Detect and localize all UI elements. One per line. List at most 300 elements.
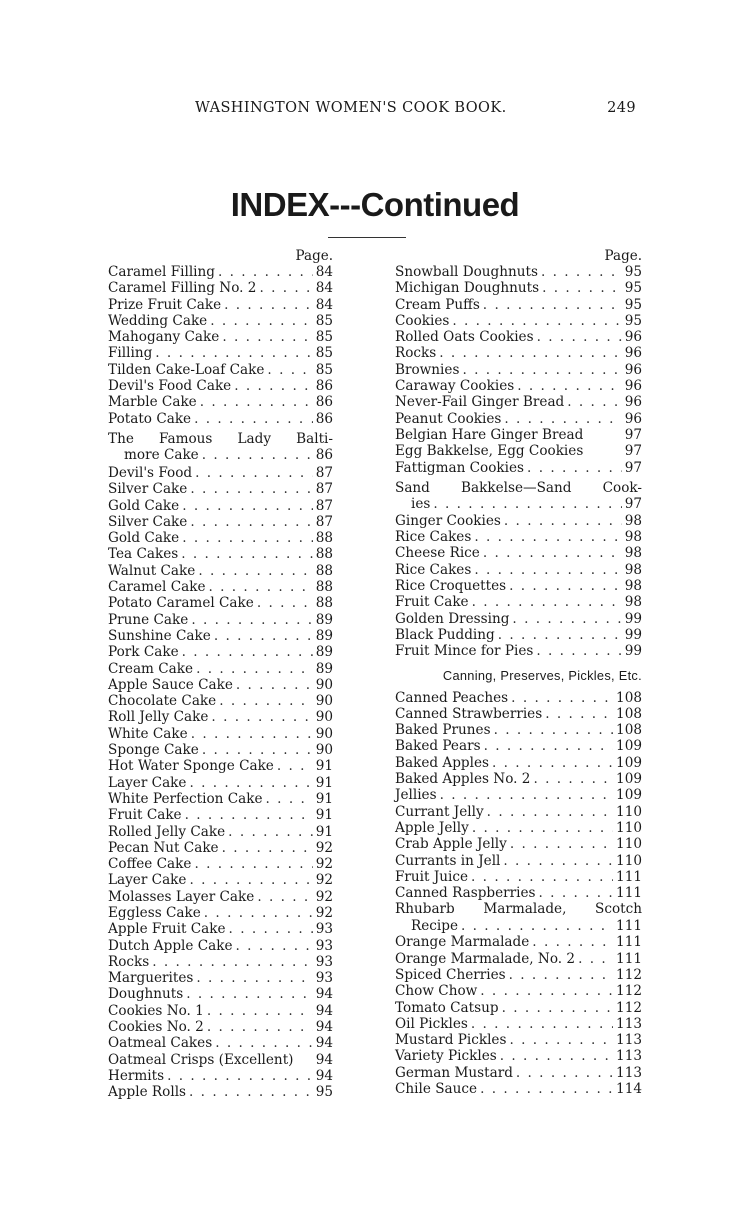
entry-label: Dutch Apple Cake	[108, 937, 233, 954]
index-entry	[108, 563, 333, 579]
index-entry	[108, 530, 333, 546]
dot-leader	[440, 787, 613, 803]
index-entry	[381, 967, 642, 983]
entry-label: Layer Cake	[108, 774, 187, 791]
index-entry	[381, 529, 642, 545]
index-entry	[381, 853, 642, 869]
entry-page: 92	[315, 856, 333, 873]
index-entry	[108, 612, 333, 628]
entry-page: 88	[315, 579, 333, 596]
entry-page: 109	[616, 787, 642, 804]
dot-leader	[190, 481, 312, 497]
entry-page: 92	[315, 904, 333, 921]
index-entry	[381, 885, 642, 901]
dot-leader	[532, 934, 613, 950]
dot-leader	[234, 378, 312, 394]
index-entry	[381, 578, 642, 594]
index-entry	[381, 820, 642, 836]
dot-leader	[517, 378, 621, 394]
index-entry	[381, 787, 642, 803]
entry-page: 111	[616, 885, 642, 902]
index-entry	[381, 460, 642, 476]
index-entry	[108, 840, 333, 856]
entry-page: 95	[624, 280, 642, 297]
entry-page: 92	[315, 872, 333, 889]
entry-page: 96	[624, 329, 642, 346]
index-entry	[108, 677, 333, 693]
entry-page: 95	[624, 312, 642, 329]
entry-page: 94	[315, 1067, 333, 1084]
entry-page: 112	[616, 966, 642, 983]
dot-leader	[182, 530, 312, 546]
entry-page: 90	[315, 709, 333, 726]
entry-page: 86	[315, 394, 333, 411]
dot-leader	[215, 1035, 313, 1051]
dot-leader	[182, 498, 312, 514]
dot-leader	[480, 983, 613, 999]
dot-leader	[257, 595, 313, 611]
index-entry	[108, 394, 333, 410]
index-entry	[381, 313, 642, 329]
index-entry	[108, 1019, 333, 1035]
entry-label: Oil Pickles	[395, 1015, 468, 1032]
entry-label: Michigan Doughnuts	[395, 280, 540, 297]
entry-page: 93	[315, 970, 333, 987]
index-entry	[381, 443, 642, 459]
entry-label: Rice Croquettes	[395, 578, 507, 595]
entry-page: 99	[624, 626, 642, 643]
entry-label: Chow Chow	[395, 983, 478, 1000]
index-entry	[108, 693, 333, 709]
index-entry	[108, 954, 333, 970]
entry-label: German Mustard	[395, 1064, 513, 1081]
index-entry	[108, 661, 333, 677]
dot-leader	[185, 807, 313, 823]
entry-page: 108	[616, 689, 642, 706]
index-entry	[108, 329, 333, 345]
dot-leader	[504, 411, 621, 427]
index-list-right	[381, 264, 642, 1097]
entry-page: 85	[315, 345, 333, 362]
index-entry	[381, 545, 642, 561]
entry-label: Sunshine Cake	[108, 627, 211, 644]
dot-leader	[502, 1000, 613, 1016]
dot-leader	[472, 594, 622, 610]
dot-leader	[266, 791, 313, 807]
index-entry	[381, 983, 642, 999]
dot-leader	[196, 970, 312, 986]
dot-leader	[474, 562, 621, 578]
entry-label: The Famous Lady Balti-	[108, 430, 333, 447]
entry-page: 109	[616, 771, 642, 788]
entry-label: Hot Water Sponge Cake	[108, 758, 274, 775]
entry-page: 96	[624, 345, 642, 362]
entry-page: 98	[624, 594, 642, 611]
dot-leader	[500, 1048, 613, 1064]
dot-leader	[439, 345, 621, 361]
dot-leader	[277, 758, 313, 774]
entry-continuation	[395, 496, 642, 512]
dot-leader	[186, 986, 312, 1002]
index-entry	[108, 921, 333, 937]
dot-leader	[509, 1032, 613, 1048]
entry-label: Fruit Mince for Pies	[395, 643, 534, 660]
index-entry	[381, 594, 642, 610]
entry-page: 111	[616, 934, 642, 951]
dot-leader	[194, 411, 313, 427]
entry-page: 85	[315, 361, 333, 378]
dot-leader	[204, 905, 313, 921]
index-list-left	[108, 264, 333, 1101]
dot-leader	[191, 726, 313, 742]
entry-page: 88	[315, 562, 333, 579]
index-entry	[108, 824, 333, 840]
entry-label: Cheese Rice	[395, 545, 480, 562]
entry-label: Rocks	[395, 345, 437, 362]
index-entry	[381, 836, 642, 852]
entry-page: 114	[616, 1081, 642, 1098]
index-entry	[108, 378, 333, 394]
index-entry	[108, 644, 333, 660]
index-entry	[108, 1003, 333, 1019]
entry-page: 109	[616, 754, 642, 771]
entry-label: Cream Puffs	[395, 296, 480, 313]
entry-label: Caramel Filling	[108, 264, 215, 280]
entry-label: Baked Apples	[395, 754, 489, 771]
entry-page: 113	[616, 1032, 642, 1049]
entry-page: 94	[315, 1002, 333, 1019]
index-entry	[381, 1000, 642, 1016]
entry-label: Baked Pears	[395, 738, 481, 755]
entry-label: Cookies	[395, 312, 450, 329]
index-entry	[381, 901, 642, 934]
entry-page: 108	[616, 705, 642, 722]
entry-label: White Perfection Cake	[108, 790, 263, 807]
entry-label: Baked Apples No. 2	[395, 771, 531, 788]
index-entry	[108, 791, 333, 807]
index-column-right	[381, 249, 642, 1097]
dot-leader	[214, 628, 313, 644]
entry-label: Rice Cakes	[395, 561, 472, 578]
dot-leader	[512, 611, 621, 627]
index-entry	[381, 280, 642, 296]
index-entry	[108, 345, 333, 361]
dot-leader	[190, 514, 312, 530]
entry-label: Apple Sauce Cake	[108, 676, 233, 693]
entry-continuation	[395, 918, 642, 934]
entry-page: 98	[624, 529, 642, 546]
entry-label: Filling	[108, 345, 153, 362]
index-entry	[108, 431, 333, 464]
entry-label: Egg Bakkelse, Egg Cookies	[395, 443, 584, 460]
dot-leader	[516, 1065, 613, 1081]
entry-label: Rice Cakes	[395, 529, 472, 546]
entry-label: Orange Marmalade, No. 2	[395, 950, 576, 967]
entry-label: Oatmeal Crisps (Excellent)	[108, 1051, 294, 1068]
dot-leader	[539, 885, 614, 901]
entry-label: Spiced Cherries	[395, 966, 506, 983]
entry-page: 86	[315, 447, 333, 464]
dot-leader	[189, 1084, 313, 1100]
dot-leader	[578, 951, 613, 967]
dot-leader	[472, 820, 613, 836]
entry-page: 94	[315, 986, 333, 1003]
index-entry	[381, 869, 642, 885]
index-entry	[108, 465, 333, 481]
dot-leader	[503, 853, 613, 869]
index-column-left	[108, 249, 333, 1101]
dot-leader	[257, 889, 312, 905]
entry-label: Caramel Filling No. 2	[108, 280, 257, 297]
dot-leader	[461, 918, 613, 934]
entry-label: Sand Bakkelse—Sand Cook-	[395, 479, 642, 496]
index-entry	[381, 411, 642, 427]
entry-page: 113	[616, 1015, 642, 1032]
index-entry	[381, 951, 642, 967]
entry-continuation	[108, 447, 333, 463]
index-entry	[108, 872, 333, 888]
entry-page: 84	[315, 296, 333, 313]
dot-leader	[196, 661, 313, 677]
entry-page: 91	[315, 823, 333, 840]
index-entry	[381, 738, 642, 754]
index-entry	[108, 264, 333, 280]
dot-leader	[452, 313, 621, 329]
index-entry	[381, 362, 642, 378]
index-entry	[381, 627, 642, 643]
entry-page: 90	[315, 742, 333, 759]
entry-page: 87	[315, 464, 333, 481]
entry-label: Fattigman Cookies	[395, 459, 525, 476]
dot-leader	[494, 722, 613, 738]
page-title: INDEX---Continued	[230, 186, 520, 223]
dot-leader	[511, 690, 613, 706]
entry-page: 90	[315, 725, 333, 742]
entry-page: 88	[315, 595, 333, 612]
entry-page: 92	[315, 888, 333, 905]
dot-leader	[229, 921, 313, 937]
entry-label-continued: Recipe	[411, 917, 458, 934]
entry-page: 110	[616, 819, 642, 836]
entry-label: Marguerites	[108, 970, 194, 987]
entry-label: Brownies	[395, 361, 460, 378]
index-entry	[108, 546, 333, 562]
index-entry	[381, 690, 642, 706]
entry-label: Golden Dressing	[395, 610, 510, 627]
entry-label: Apple Fruit Cake	[108, 921, 226, 938]
entry-label: Jellies	[395, 787, 437, 804]
entry-label-continued: ies	[411, 496, 431, 513]
entry-page: 84	[315, 264, 333, 280]
index-entry	[108, 742, 333, 758]
entry-page: 98	[624, 578, 642, 595]
dot-leader	[509, 578, 622, 594]
dot-leader	[484, 738, 613, 754]
dot-leader	[181, 546, 312, 562]
dot-leader	[504, 513, 622, 529]
entry-label: Layer Cake	[108, 872, 187, 889]
entry-label: Baked Prunes	[395, 722, 491, 739]
dot-leader	[433, 496, 621, 512]
entry-page: 87	[315, 481, 333, 498]
index-entry	[108, 514, 333, 530]
index-entry	[108, 970, 333, 986]
entry-label: Eggless Cake	[108, 904, 201, 921]
index-entry	[108, 579, 333, 595]
entry-label: Crab Apple Jelly	[395, 836, 507, 853]
index-entry	[381, 706, 642, 722]
entry-page: 91	[315, 790, 333, 807]
index-entry	[381, 1016, 642, 1032]
entry-page: 110	[616, 836, 642, 853]
dot-leader	[498, 627, 622, 643]
index-entry	[108, 498, 333, 514]
page-column-header: Page.	[295, 248, 333, 264]
entry-label: Tilden Cake-Loaf Cake	[108, 361, 265, 378]
dot-leader	[219, 693, 312, 709]
entry-label: Tea Cakes	[108, 546, 179, 563]
index-entry	[381, 722, 642, 738]
entry-label: Rocks	[108, 953, 150, 970]
dot-leader	[536, 643, 621, 659]
entry-label: Black Pudding	[395, 626, 495, 643]
index-entry	[381, 480, 642, 513]
entry-label: Mustard Pickles	[395, 1032, 507, 1049]
entry-page: 98	[624, 512, 642, 529]
index-entry	[108, 986, 333, 1002]
entry-label: Gold Cake	[108, 497, 180, 514]
entry-page: 91	[315, 807, 333, 824]
dot-leader	[222, 840, 313, 856]
entry-label: Peanut Cookies	[395, 410, 502, 427]
entry-page: 109	[616, 738, 642, 755]
entry-label: Fruit Juice	[395, 868, 469, 885]
entry-page: 97	[624, 459, 642, 476]
index-entry	[108, 905, 333, 921]
index-entry	[108, 313, 333, 329]
entry-page: 112	[616, 999, 642, 1016]
running-head-title: WASHINGTON WOMEN'S COOK BOOK.	[195, 100, 507, 116]
dot-leader	[541, 264, 622, 280]
title-rule	[328, 237, 406, 238]
entry-page: 96	[624, 394, 642, 411]
section-heading: Canning, Preserves, Pickles, Etc.	[442, 667, 642, 683]
page-column-header: Page.	[604, 248, 642, 264]
dot-leader	[509, 967, 613, 983]
entry-page: 86	[315, 378, 333, 395]
entry-page: 88	[315, 546, 333, 563]
entry-page: 111	[616, 868, 642, 885]
entry-label: Rolled Oats Cookies	[395, 329, 534, 346]
entry-page: 90	[315, 676, 333, 693]
entry-page: 93	[315, 921, 333, 938]
dot-leader	[189, 872, 312, 888]
entry-label: Belgian Hare Ginger Bread	[395, 426, 584, 443]
index-entry	[108, 1052, 333, 1068]
dot-leader	[236, 677, 313, 693]
index-entry	[108, 1068, 333, 1084]
entry-label: Potato Cake	[108, 410, 192, 427]
entry-page: 93	[315, 937, 333, 954]
dot-leader	[198, 563, 312, 579]
entry-label: Apple Jelly	[395, 819, 469, 836]
entry-page: 110	[616, 852, 642, 869]
index-entry	[381, 1081, 642, 1097]
entry-label: Oatmeal Cakes	[108, 1035, 213, 1052]
index-entry	[108, 775, 333, 791]
entry-page: 91	[315, 758, 333, 775]
entry-page: 110	[616, 803, 642, 820]
entry-page: 97	[624, 426, 642, 443]
entry-label: Wedding Cake	[108, 312, 208, 329]
dot-leader	[202, 742, 313, 758]
entry-page: 88	[315, 530, 333, 547]
dot-leader	[182, 644, 313, 660]
entry-label: Caraway Cookies	[395, 378, 515, 395]
entry-label: Doughnuts	[108, 986, 184, 1003]
dot-leader	[545, 706, 613, 722]
index-entry	[381, 562, 642, 578]
entry-label: Pork Cake	[108, 644, 179, 661]
entry-label: Silver Cake	[108, 481, 188, 498]
dot-leader	[474, 529, 621, 545]
index-entry	[381, 394, 642, 410]
index-entry	[108, 709, 333, 725]
entry-label: Coffee Cake	[108, 856, 192, 873]
entry-label: Orange Marmalade	[395, 934, 530, 951]
dot-leader	[189, 775, 312, 791]
dot-leader	[195, 465, 313, 481]
index-entry	[108, 362, 333, 378]
entry-page: 84	[315, 280, 333, 297]
entry-page: 89	[315, 611, 333, 628]
dot-leader	[510, 836, 613, 852]
index-entry	[381, 329, 642, 345]
running-head	[195, 100, 640, 116]
entry-page: 113	[616, 1064, 642, 1081]
index-entry	[108, 856, 333, 872]
page-number: 249	[607, 100, 636, 116]
entry-page: 113	[616, 1048, 642, 1065]
dot-leader	[211, 709, 312, 725]
entry-page: 96	[624, 410, 642, 427]
index-entry	[381, 378, 642, 394]
index-entry	[381, 513, 642, 529]
entry-page: 96	[624, 378, 642, 395]
entry-label: Pecan Nut Cake	[108, 839, 219, 856]
dot-leader	[487, 804, 613, 820]
entry-label: Ginger Cookies	[395, 512, 501, 529]
entry-label: White Cake	[108, 725, 188, 742]
dot-leader	[155, 345, 312, 361]
entry-page: 86	[315, 410, 333, 427]
entry-label: Cookies No. 1	[108, 1002, 204, 1019]
index-entry	[381, 297, 642, 313]
entry-label: Roll Jelly Cake	[108, 709, 209, 726]
entry-label: Canned Raspberries	[395, 885, 536, 902]
index-entry	[381, 611, 642, 627]
entry-page: 94	[315, 1019, 333, 1036]
dot-leader	[167, 1068, 313, 1084]
entry-page: 98	[624, 545, 642, 562]
dot-leader	[483, 297, 622, 313]
entry-label: Marble Cake	[108, 394, 197, 411]
entry-page: 98	[624, 561, 642, 578]
entry-label: Molasses Layer Cake	[108, 888, 255, 905]
index-entry	[381, 345, 642, 361]
dot-leader	[194, 856, 312, 872]
index-entry	[108, 481, 333, 497]
